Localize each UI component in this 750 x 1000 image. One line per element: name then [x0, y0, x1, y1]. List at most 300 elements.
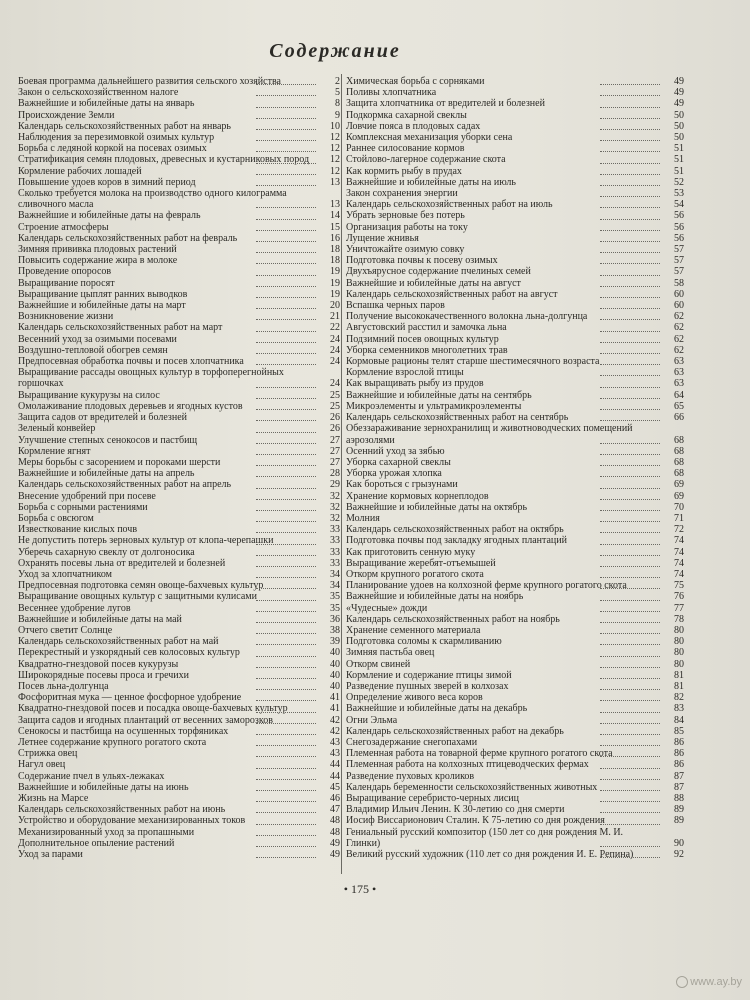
toc-entry: [346, 468, 684, 479]
toc-leader-dots: [600, 229, 660, 231]
toc-entry-page: 86: [674, 759, 684, 771]
toc-entry-page: 33: [330, 546, 340, 558]
toc-entry-title: Календарь сельскохозяйственных работ на февраль: [18, 232, 238, 244]
toc-leader-dots: [256, 823, 316, 825]
toc-entry-page: 26: [330, 412, 340, 424]
toc-entry-page: 74: [674, 535, 684, 547]
watermark: [676, 976, 742, 988]
toc-entry: [346, 771, 684, 782]
toc-leader-dots: [600, 767, 660, 769]
toc-entry-title: Стойлово-лагерное содержание скота: [346, 154, 506, 166]
toc-entry-page: 29: [330, 479, 340, 491]
toc-leader-dots: [600, 173, 660, 175]
toc-entry-page: 41: [330, 703, 340, 715]
toc-entry-page: 18: [330, 255, 340, 267]
toc-leader-dots: [256, 699, 316, 701]
toc-entry: [18, 98, 340, 109]
toc-entry: [18, 771, 340, 782]
toc-entry-page: 48: [330, 826, 340, 838]
toc-leader-dots: [256, 229, 316, 231]
toc-entry-page: 48: [330, 815, 340, 827]
toc-entry: [346, 513, 684, 524]
toc-entry: [18, 266, 340, 277]
toc-leader-dots: [256, 655, 316, 657]
toc-entry-title: Календарь сельскохозяйственных работ на март: [18, 322, 223, 334]
toc-leader-dots: [256, 240, 316, 242]
toc-entry: [346, 647, 684, 658]
toc-entry-title: Комплексная механизация уборки сена: [346, 132, 513, 144]
toc-entry-title: Возникновение жизни: [18, 311, 114, 323]
toc-entry-page: 25: [330, 400, 340, 412]
toc-leader-dots: [256, 767, 316, 769]
toc-entry-page: 50: [674, 132, 684, 144]
toc-entry: [346, 547, 684, 558]
toc-leader-dots: [600, 621, 660, 623]
toc-entry-page: 92: [674, 849, 684, 861]
toc-entry: [346, 143, 684, 154]
toc-entry: [346, 278, 684, 289]
toc-leader-dots: [600, 453, 660, 455]
toc-entry-page: 5: [335, 87, 340, 99]
toc-entry-title: Хранение кормовых корнеплодов: [346, 490, 489, 502]
toc-entry: [346, 535, 684, 546]
toc-entry-page: 53: [674, 188, 684, 200]
toc-entry: [18, 547, 340, 558]
toc-entry: [346, 401, 684, 412]
toc-leader-dots: [600, 587, 660, 589]
toc-entry-page: 56: [674, 232, 684, 244]
toc-entry: [18, 726, 340, 737]
toc-entry-title: Ловчие пояса в плодовых садах: [346, 120, 481, 132]
toc-entry-page: 57: [674, 266, 684, 278]
toc-entry-title: Фосфоритная мука — ценное фосфорное удобрение: [18, 692, 242, 704]
toc-leader-dots: [600, 374, 660, 376]
toc-entry-title: Выращивание кукурузы на силос: [18, 389, 160, 401]
toc-leader-dots: [600, 722, 660, 724]
toc-entry: [346, 87, 684, 98]
toc-leader-dots: [256, 856, 316, 858]
toc-entry-page: 56: [674, 210, 684, 222]
toc-entry-page: 68: [674, 434, 684, 446]
toc-entry: [346, 289, 684, 300]
toc-entry-page: 39: [330, 636, 340, 648]
toc-entry-title: «Чудесные» дожди: [346, 602, 428, 614]
toc-entry-page: 44: [330, 759, 340, 771]
toc-entry-page: 51: [674, 154, 684, 166]
toc-leader-dots: [256, 341, 316, 343]
toc-entry-title: Важнейшие и юбилейные даты на декабрь: [346, 703, 528, 715]
toc-entry: [346, 233, 684, 244]
toc-entry-page: 62: [674, 344, 684, 356]
toc-leader-dots: [256, 621, 316, 623]
toc-entry: [346, 334, 684, 345]
toc-entry: [346, 737, 684, 748]
toc-entry: [346, 98, 684, 109]
toc-entry-page: 42: [330, 725, 340, 737]
toc-entry-page: 27: [330, 445, 340, 457]
toc-entry-page: 50: [674, 120, 684, 132]
toc-entry: [18, 838, 340, 849]
toc-entry: [346, 367, 684, 378]
toc-entry-title: Календарь сельскохозяйственных работ на ноябрь: [346, 613, 560, 625]
toc-entry: [18, 356, 340, 367]
toc-entry-title: Уборка урожая хлопка: [346, 468, 442, 480]
toc-entry-title: Календарь сельскохозяйственных работ на апрель: [18, 479, 232, 491]
toc-leader-dots: [600, 162, 660, 164]
toc-entry-title: Не допустить потерь зерновых культур от клопа-черепашки: [18, 535, 274, 547]
toc-leader-dots: [600, 296, 660, 298]
toc-entry-page: 2: [335, 76, 340, 87]
toc-entry-title: Отчего светит Солнце: [18, 624, 113, 636]
toc-entry: [346, 603, 684, 614]
toc-entry-title: Повышение удоев коров в зимний период: [18, 176, 196, 188]
toc-leader-dots: [600, 632, 660, 634]
toc-entry: [18, 255, 340, 266]
toc-entry-title: Важнейшие и юбилейные даты на ноябрь: [346, 591, 524, 603]
toc-entry-page: 35: [330, 591, 340, 603]
toc-entry-page: 33: [330, 557, 340, 569]
toc-leader-dots: [600, 744, 660, 746]
toc-entry: [18, 815, 340, 826]
toc-entry: [346, 815, 684, 826]
toc-leader-dots: [256, 576, 316, 578]
toc-entry: [18, 76, 340, 87]
toc-entry: [18, 491, 340, 502]
toc-entry-page: 10: [330, 120, 340, 132]
toc-entry-title: Иосиф Виссарионович Сталин. К 75-летию со дня рождения: [346, 815, 605, 827]
toc-entry-title: Борьба с овсюгом: [18, 512, 94, 524]
toc-entry-title: Календарь сельскохозяйственных работ на август: [346, 288, 558, 300]
toc-entry-title: Летнее содержание крупного рогатого скота: [18, 736, 207, 748]
toc-entry-title: Великий русский художник (110 лет со дня рождения И. Е. Репина): [346, 849, 634, 861]
toc-entry-page: 75: [674, 580, 684, 592]
toc-leader-dots: [256, 677, 316, 679]
toc-entry-page: 36: [330, 613, 340, 625]
toc-entry-title: Календарь сельскохозяйственных работ на октябрь: [346, 524, 564, 536]
toc-entry-title: Весеннее удобрение лугов: [18, 602, 131, 614]
toc-entry-title: Подзимний посев овощных культур: [346, 333, 499, 345]
toc-entry: [18, 625, 340, 636]
toc-entry: [18, 435, 340, 446]
toc-leader-dots: [600, 800, 660, 802]
toc-entry-title: Молния: [346, 512, 380, 524]
toc-entry-title: Кормление рабочих лошадей: [18, 165, 142, 177]
toc-entry: [346, 748, 684, 759]
toc-entry-title: Подготовка почвы под закладку ягодных плантаций: [346, 535, 567, 547]
toc-leader-dots: [256, 162, 316, 164]
toc-entry-page: 13: [330, 176, 340, 188]
toc-entry-page: 52: [674, 176, 684, 188]
toc-leader-dots: [600, 464, 660, 466]
toc-leader-dots: [600, 139, 660, 141]
toc-leader-dots: [256, 117, 316, 119]
watermark-logo-icon: [676, 976, 688, 988]
toc-entry: [346, 132, 684, 143]
toc-entry-page: 60: [674, 300, 684, 312]
toc-entry-page: 42: [330, 714, 340, 726]
toc-leader-dots: [256, 498, 316, 500]
toc-leader-dots: [600, 408, 660, 410]
toc-entry: [346, 244, 684, 255]
toc-left-column: [18, 76, 340, 860]
toc-entry-title: Закон о сельскохозяйственном налоге: [18, 87, 179, 99]
toc-entry-page: 45: [330, 781, 340, 793]
toc-entry-page: 65: [674, 400, 684, 412]
toc-entry-page: 43: [330, 748, 340, 760]
toc-entry: [18, 535, 340, 546]
toc-entry-title: Проведение опоросов: [18, 266, 112, 278]
toc-entry-page: 90: [674, 837, 684, 849]
toc-leader-dots: [256, 733, 316, 735]
toc-entry: [346, 76, 684, 87]
toc-entry: [18, 703, 340, 714]
toc-entry: [18, 121, 340, 132]
toc-entry: [18, 412, 340, 423]
toc-entry-title: Племенная работа на товарной ферме крупного рогатого скота: [346, 748, 613, 760]
toc-entry: [18, 569, 340, 580]
toc-entry: [18, 300, 340, 311]
toc-entry-page: 74: [674, 568, 684, 580]
toc-leader-dots: [600, 823, 660, 825]
toc-entry-title: Предпосевная обработка почвы и посев хлопчатника: [18, 356, 244, 368]
toc-leader-dots: [600, 520, 660, 522]
toc-leader-dots: [256, 419, 316, 421]
toc-leader-dots: [256, 184, 316, 186]
toc-entry: [346, 636, 684, 647]
toc-entry: [18, 367, 340, 389]
toc-leader-dots: [256, 408, 316, 410]
toc-leader-dots: [600, 655, 660, 657]
toc-entry-title: Убрать зерновые без потерь: [346, 210, 465, 222]
toc-entry-page: 69: [674, 490, 684, 502]
toc-entry-title: Подкормка сахарной свеклы: [346, 109, 467, 121]
toc-leader-dots: [600, 699, 660, 701]
toc-entry: [18, 558, 340, 569]
toc-leader-dots: [256, 318, 316, 320]
toc-entry-page: 63: [674, 356, 684, 368]
toc-entry-page: 40: [330, 680, 340, 692]
toc-entry-title: Выращивание поросят: [18, 277, 115, 289]
toc-entry-page: 19: [330, 288, 340, 300]
toc-entry: [18, 390, 340, 401]
toc-entry: [18, 603, 340, 614]
toc-entry: [346, 569, 684, 580]
toc-entry-page: 26: [330, 423, 340, 435]
toc-entry-title: Откорм свиней: [346, 658, 411, 670]
toc-entry: [18, 580, 340, 591]
toc-entry: [18, 87, 340, 98]
toc-entry-page: 49: [330, 837, 340, 849]
toc-entry-title: Нагул овец: [18, 759, 66, 771]
toc-entry-title: Выращивание овощных культур с защитными кулисами: [18, 591, 257, 603]
toc-entry-page: 12: [330, 165, 340, 177]
column-divider: [341, 74, 342, 874]
toc-entry-title: Квадратно-гнездовой посев и посадка овоще-бахчевых культур: [18, 703, 288, 715]
toc-entry-page: 80: [674, 636, 684, 648]
toc-leader-dots: [256, 688, 316, 690]
toc-entry: [346, 390, 684, 401]
toc-entry-page: 12: [330, 132, 340, 144]
toc-leader-dots: [600, 778, 660, 780]
toc-leader-dots: [256, 509, 316, 511]
toc-entry-page: 72: [674, 524, 684, 536]
toc-entry-title: Лущение жнивья: [346, 232, 419, 244]
toc-leader-dots: [600, 531, 660, 533]
toc-leader-dots: [256, 150, 316, 152]
toc-entry-title: Владимир Ильич Ленин. К 30-летию со дня смерти: [346, 804, 565, 816]
toc-entry-page: 35: [330, 602, 340, 614]
toc-entry: [346, 625, 684, 636]
toc-leader-dots: [256, 587, 316, 589]
toc-entry-page: 64: [674, 389, 684, 401]
toc-entry-page: 82: [674, 692, 684, 704]
toc-entry: [18, 322, 340, 333]
toc-entry: [346, 491, 684, 502]
toc-entry: [18, 154, 340, 165]
toc-leader-dots: [600, 576, 660, 578]
toc-entry-title: Защита садов и ягодных плантаций от весенних заморозков: [18, 714, 273, 726]
toc-entry-page: 88: [674, 793, 684, 804]
toc-entry-title: Жизнь на Марсе: [18, 793, 89, 804]
toc-entry-page: 54: [674, 199, 684, 211]
toc-leader-dots: [600, 845, 660, 847]
toc-entry-page: 13: [330, 199, 340, 211]
toc-leader-dots: [256, 307, 316, 309]
toc-entry-page: 49: [674, 87, 684, 99]
toc-leader-dots: [256, 453, 316, 455]
toc-entry-title: Стрижка овец: [18, 748, 78, 760]
toc-entry-page: 15: [330, 221, 340, 233]
toc-leader-dots: [256, 386, 316, 388]
toc-entry: [346, 166, 684, 177]
toc-entry-title: Подготовка соломы к скармливанию: [346, 636, 502, 648]
toc-entry-title: Важнейшие и юбилейные даты на февраль: [18, 210, 201, 222]
toc-entry-page: 40: [330, 647, 340, 659]
toc-entry: [18, 827, 340, 838]
toc-entry-title: Боевая программа дальнейшего развития сельского хозяйства: [18, 76, 281, 87]
toc-leader-dots: [600, 195, 660, 197]
toc-entry: [18, 759, 340, 770]
toc-entry-page: 25: [330, 389, 340, 401]
toc-leader-dots: [600, 487, 660, 489]
toc-entry-title: Защита садов от вредителей и болезней: [18, 412, 187, 424]
toc-leader-dots: [600, 442, 660, 444]
toc-entry-title: Как кормить рыбу в прудах: [346, 165, 462, 177]
toc-entry-page: 76: [674, 591, 684, 603]
toc-leader-dots: [256, 610, 316, 612]
toc-leader-dots: [256, 845, 316, 847]
toc-entry-title: Как выращивать рыбу из прудов: [346, 378, 484, 390]
toc-entry-title: Посев льна-долгунца: [18, 680, 109, 692]
toc-entry: [346, 356, 684, 367]
toc-entry: [346, 703, 684, 714]
toc-leader-dots: [600, 475, 660, 477]
toc-entry: [18, 748, 340, 759]
toc-entry-page: 89: [674, 815, 684, 827]
toc-entry-page: 87: [674, 781, 684, 793]
toc-entry-page: 62: [674, 311, 684, 323]
toc-entry: [346, 121, 684, 132]
toc-entry: [18, 244, 340, 255]
toc-entry: [346, 457, 684, 468]
toc-entry: [18, 614, 340, 625]
toc-entry: [18, 513, 340, 524]
toc-entry-page: 80: [674, 624, 684, 636]
toc-entry-title: Сенокосы и пастбища на осушенных торфяниках: [18, 725, 229, 737]
toc-entry-title: Наблюдения за перезимовкой озимых культур: [18, 132, 215, 144]
toc-entry-title: Выращивание серебристо-черных лисиц: [346, 793, 519, 804]
toc-entry-page: 14: [330, 210, 340, 222]
toc-entry-page: 32: [330, 490, 340, 502]
toc-entry: [18, 311, 340, 322]
toc-entry: [18, 479, 340, 490]
toc-leader-dots: [600, 509, 660, 511]
toc-entry-page: 51: [674, 143, 684, 155]
toc-entry: [18, 524, 340, 535]
toc-entry-page: 33: [330, 524, 340, 536]
toc-entry-page: 32: [330, 512, 340, 524]
toc-entry-title: Кормление ягнят: [18, 445, 91, 457]
toc-entry-page: 49: [330, 849, 340, 861]
toc-entry-title: Календарь беременности сельскохозяйственных животных: [346, 781, 598, 793]
toc-entry-page: 83: [674, 703, 684, 715]
toc-entry-page: 19: [330, 277, 340, 289]
toc-entry-title: Календарь сельскохозяйственных работ на декабрь: [346, 725, 564, 737]
toc-entry-title: Важнейшие и юбилейные даты на апрель: [18, 468, 195, 480]
toc-entry: [18, 132, 340, 143]
toc-entry-page: 32: [330, 501, 340, 513]
toc-leader-dots: [600, 599, 660, 601]
toc-entry: [18, 737, 340, 748]
toc-leader-dots: [600, 610, 660, 612]
toc-entry-page: 77: [674, 602, 684, 614]
toc-entry-page: 80: [674, 647, 684, 659]
toc-leader-dots: [256, 218, 316, 220]
toc-entry: [18, 647, 340, 658]
toc-entry-page: 46: [330, 793, 340, 804]
toc-entry: [346, 580, 684, 591]
toc-leader-dots: [256, 800, 316, 802]
toc-entry-title: Важнейшие и юбилейные даты на июль: [346, 176, 516, 188]
toc-leader-dots: [256, 139, 316, 141]
toc-entry-title: Зимняя пастьба овец: [346, 647, 435, 659]
toc-entry-title: Снегозадержание снегопахами: [346, 736, 478, 748]
toc-entry: [18, 210, 340, 221]
toc-entry-page: 86: [674, 736, 684, 748]
toc-entry-title: Разведение пуховых кроликов: [346, 770, 475, 782]
toc-leader-dots: [256, 475, 316, 477]
toc-entry-title: Уход за хлопчатником: [18, 568, 112, 580]
toc-leader-dots: [600, 397, 660, 399]
watermark-text: www.ay.by: [690, 975, 742, 988]
toc-leader-dots: [600, 285, 660, 287]
toc-leader-dots: [600, 206, 660, 208]
toc-leader-dots: [600, 128, 660, 130]
toc-entry-page: 80: [674, 658, 684, 670]
toc-entry-page: 19: [330, 266, 340, 278]
toc-entry: [18, 636, 340, 647]
toc-entry-title: Зимняя прививка плодовых растений: [18, 244, 177, 256]
toc-entry-title: Разведение пушных зверей в колхозах: [346, 680, 509, 692]
toc-entry-title: Августовский расстил и замочка льна: [346, 322, 507, 334]
toc-entry-title: Сколько требуется молока на производство одного килограмма сливочного масла: [18, 188, 287, 211]
toc-leader-dots: [600, 688, 660, 690]
toc-entry: [346, 558, 684, 569]
toc-entry: [346, 412, 684, 423]
toc-entry-page: 12: [330, 154, 340, 166]
toc-entry: [18, 143, 340, 154]
toc-entry: [346, 502, 684, 513]
